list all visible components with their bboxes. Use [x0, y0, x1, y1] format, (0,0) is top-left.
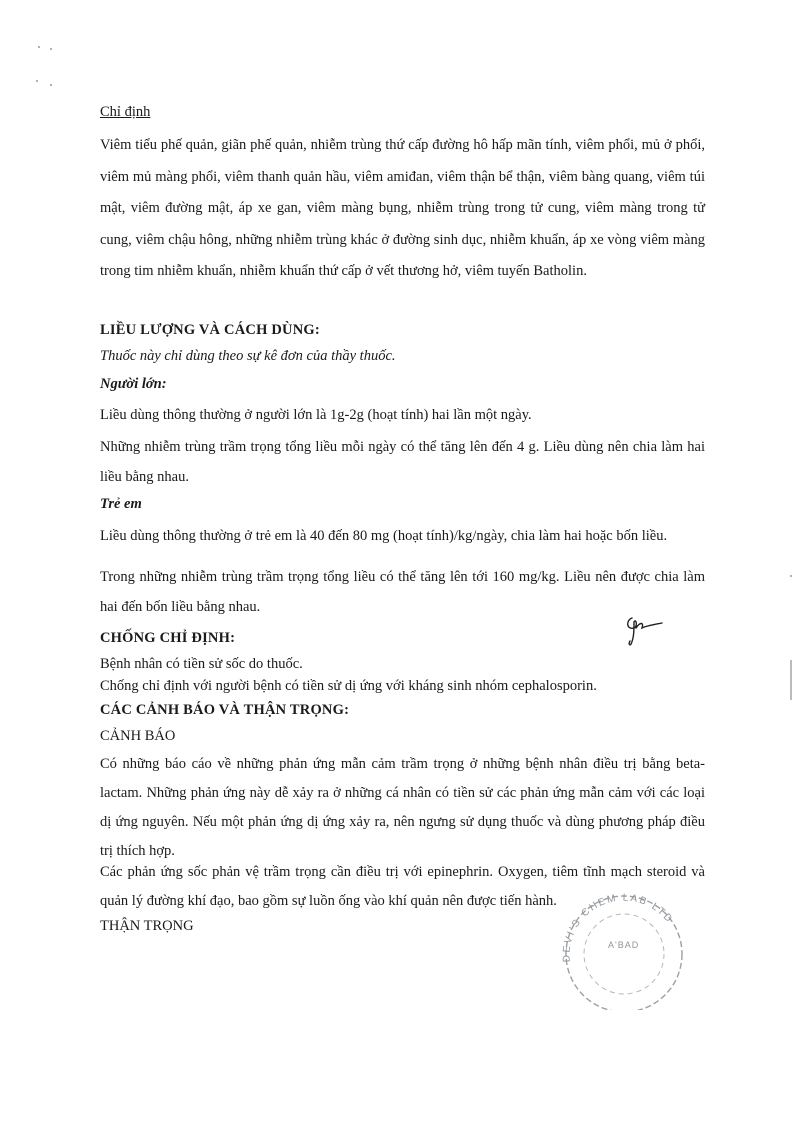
child-dose-paragraph: Liều dùng thông thường ở trẻ em là 40 đến 80 mg (hoạt tính)/kg/ngày, chia làm hai hoặc bốn liều.: [100, 528, 668, 544]
prescription-note: Thuốc này chỉ dùng theo sự kê đơn của thầy thuốc.: [100, 348, 396, 364]
heading-canh-bao: CÁC CẢNH BÁO VÀ THẬN TRỌNG:: [100, 702, 350, 718]
contraindication-shock: Bệnh nhân có tiền sử sốc do thuốc.: [100, 656, 303, 672]
scan-speck: [36, 80, 38, 82]
scan-speck: [790, 575, 792, 577]
scan-edge-mark: [790, 660, 792, 700]
warning-paragraph: Có những báo cáo về những phản ứng mẫn cảm trầm trọng ở những bệnh nhân điều trị bằng beta-lactam. Những phản ứng này dễ xảy ra ở những cá nhân có tiền sử các phản ứng mẫn cảm với các loại dị ứng nguyên. Nếu một phản ứng dị ứng xảy ra, nên ngưng sử dụng thuốc và dùng phương pháp điều trị thích hợp.: [100, 756, 705, 859]
subheading-than-trong: THẬN TRỌNG: [100, 918, 194, 934]
chi-dinh-paragraph: Viêm tiểu phế quản, giãn phế quản, nhiễm trùng thứ cấp đường hô hấp mãn tính, viêm phổi, mủ ở phổi, viêm mủ màng phổi, viêm thanh quản hầu, viêm amiđan, viêm thận bể thận, viêm bàng quang, viêm túi mật, viêm đường mật, áp xe gan, viêm màng bụng, nhiễm trùng trong tử cung, viêm màng trong tử cung, viêm chậu hông, những nhiễm trùng khác ở đường sinh dục, nhiễm khuẩn, áp xe vòng viêm màng trong tim nhiễm khuẩn, nhiễm khuẩn thứ cấp ở vết thương hở, viêm tuyến Batholin.: [100, 137, 705, 280]
anaphylaxis-paragraph: Các phản ứng sốc phản vệ trầm trọng cần điều trị với epinephrin. Oxygen, tiêm tĩnh mạch steroid và quản lý đường khí đạo, bao gồm sự luồn ống vào khí quản nên được tiến hành.: [100, 864, 705, 909]
section-title-chi-dinh: Chỉ định: [100, 104, 151, 120]
adult-severe-paragraph: Những nhiễm trùng trầm trọng tổng liều mỗi ngày có thể tăng lên đến 4 g. Liều dùng nên chia làm hai liều bằng nhau.: [100, 439, 705, 485]
child-severe-paragraph: Trong những nhiễm trùng trầm trọng tổng liều có thể tăng lên tới 160 mg/kg. Liều nên được chia làm hai đến bốn liều bằng nhau.: [100, 569, 705, 615]
company-stamp: [552, 890, 692, 1010]
heading-lieu-luong: LIỀU LƯỢNG VÀ CÁCH DÙNG:: [100, 322, 320, 338]
subheading-canh-bao: CẢNH BÁO: [100, 728, 176, 744]
stamp-city: A'BAD: [608, 940, 640, 950]
contraindication-allergy: Chống chỉ định với người bệnh có tiền sử dị ứng với kháng sinh nhóm cephalosporin.: [100, 678, 597, 694]
scan-speck: [50, 84, 52, 86]
stamp-ring-text: DEVI'S CHEM LAB LTD: [561, 892, 676, 963]
scan-speck: [50, 48, 52, 50]
adult-dose-paragraph: Liều dùng thông thường ở người lớn là 1g-2g (hoạt tính) hai lần một ngày.: [100, 407, 532, 423]
svg-text:DEVI'S CHEM LAB LTD: [561, 892, 675, 962]
scan-speck: [38, 46, 40, 48]
handwritten-signature: [622, 608, 668, 648]
child-label: Trẻ em: [100, 496, 142, 512]
adult-label: Người lớn:: [100, 376, 167, 392]
heading-chong-chi-dinh: CHỐNG CHỈ ĐỊNH:: [100, 630, 236, 646]
